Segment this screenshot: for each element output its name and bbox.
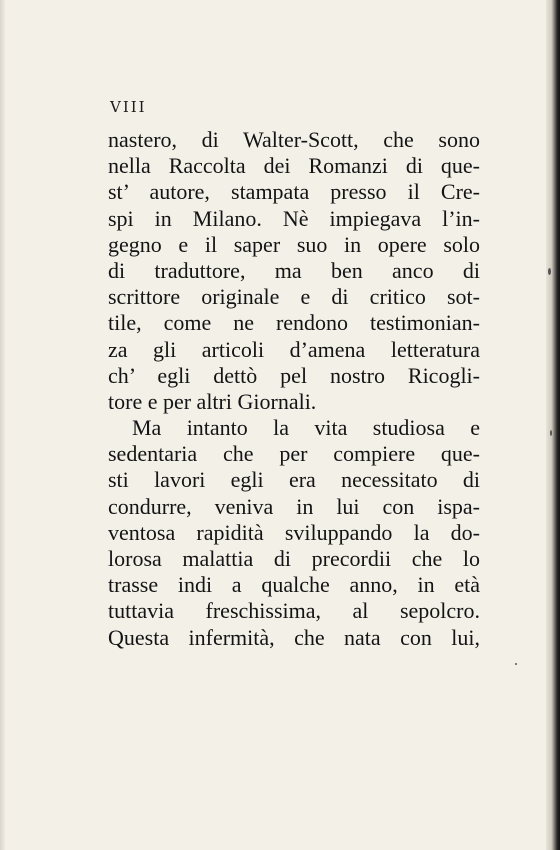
text-line: condurre, veniva in lui con ispa-	[108, 493, 480, 519]
text-line: tile, come ne rendono testimonian-	[108, 310, 480, 336]
body-text	[108, 127, 480, 651]
paper-speck	[548, 268, 551, 275]
page-right-edge	[546, 0, 560, 850]
page-left-edge	[0, 0, 6, 850]
paper-speck	[515, 663, 517, 665]
text-line: gegno e il saper suo in opere solo	[108, 231, 480, 257]
text-line: lorosa malattia di precordii che lo	[108, 546, 480, 571]
page-number: VIII	[110, 98, 147, 116]
text-line: trasse indi a qualche anno, in età	[108, 572, 480, 598]
paper-speck	[550, 430, 552, 436]
text-line: Questa infermità, che nata con lui,	[108, 624, 480, 650]
text-line: st’ autore, stampata presso il Cre-	[108, 179, 480, 205]
text-line: nastero, di Walter-Scott, che sono	[108, 127, 480, 152]
text-line: tuttavia freschissima, al sepolcro.	[108, 598, 480, 624]
text-line: sedentaria che per compiere que-	[108, 441, 480, 467]
text-line: tore e per altri Giornali.	[108, 388, 317, 414]
text-line: ch’ egli dettò pel nostro Ricogli-	[108, 362, 480, 388]
text-line: za gli articoli d’amena letteratura	[108, 336, 480, 362]
text-line: scrittore originale e di critico sot-	[108, 284, 480, 310]
text-line: Ma intanto la vita studiosa e	[132, 415, 480, 441]
text-line: ventosa rapidità sviluppando la do-	[108, 519, 480, 545]
text-line: sti lavori egli era necessitato di	[108, 467, 480, 493]
text-line: di traduttore, ma ben anco di	[108, 257, 480, 283]
text-line: spi in Milano. Nè impiegava l’in-	[108, 205, 480, 231]
text-line: nella Raccolta dei Romanzi di que-	[108, 153, 480, 179]
